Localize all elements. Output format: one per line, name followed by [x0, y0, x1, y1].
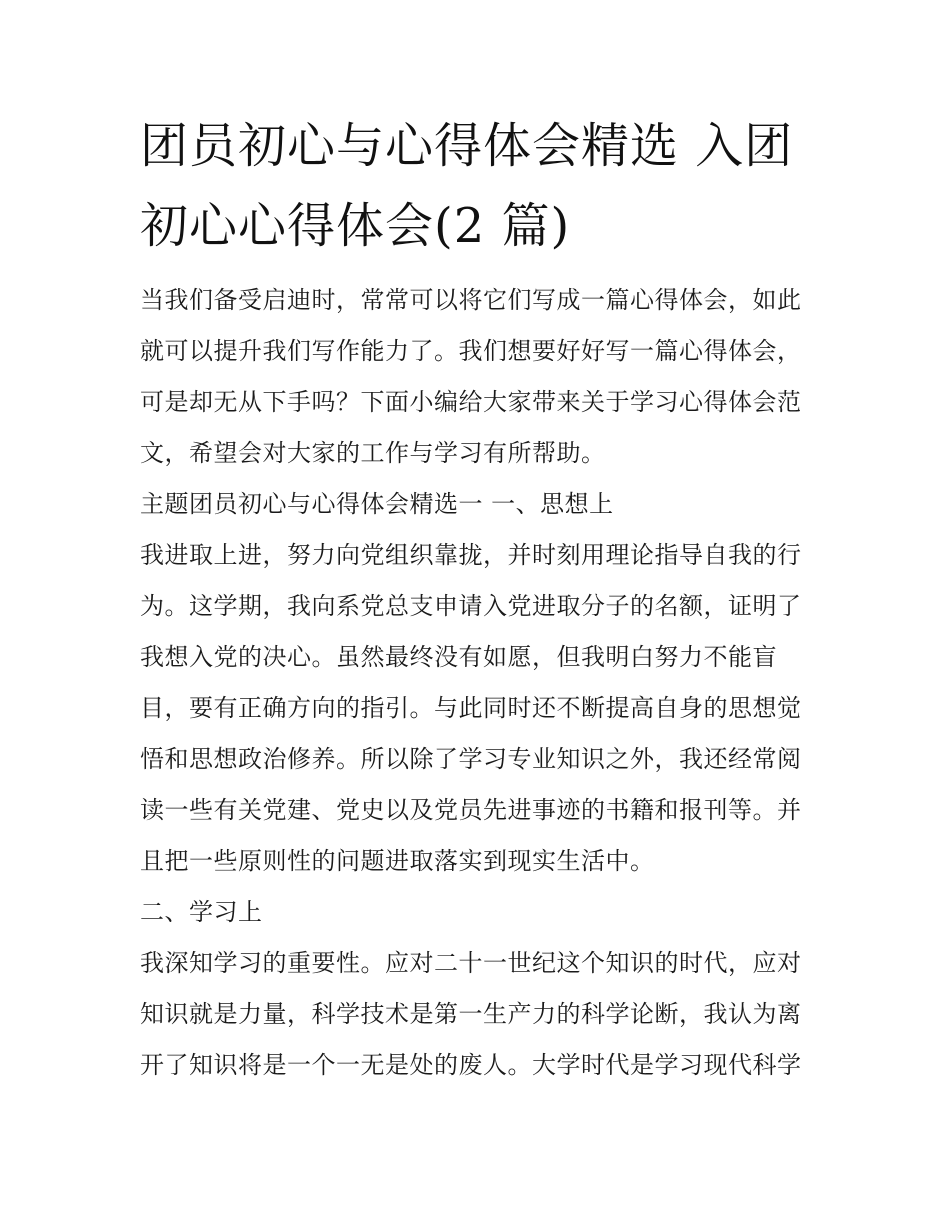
- section-heading: 二、学习上: [140, 898, 263, 926]
- document-title-line-2: 初心心得体会(2 篇): [140, 198, 571, 254]
- paragraph-line: 可是却无从下手吗？下面小编给大家带来关于学习心得体会范: [140, 388, 802, 416]
- paragraph-line: 且把一些原则性的问题进取落实到现实生活中。: [140, 847, 655, 875]
- paragraph-line: 我想入党的决心。虽然最终没有如愿，但我明白努力不能盲: [140, 643, 777, 671]
- paragraph-line: 为。这学期，我向系党总支申请入党进取分子的名额，证明了: [140, 592, 802, 620]
- paragraph-line: 我进取上进，努力向党组织靠拢，并时刻用理论指导自我的行: [140, 541, 802, 569]
- paragraph-line: 开了知识将是一个一无是处的废人。大学时代是学习现代科学: [140, 1051, 802, 1079]
- paragraph-line: 我深知学习的重要性。应对二十一世纪这个知识的时代，应对: [140, 949, 802, 977]
- paragraph-line: 文，希望会对大家的工作与学习有所帮助。: [140, 439, 606, 467]
- paragraph-line: 目，要有正确方向的指引。与此同时还不断提高自身的思想觉: [140, 694, 802, 722]
- paragraph-line: 读一些有关党建、党史以及党员先进事迹的书籍和报刊等。并: [140, 796, 802, 824]
- paragraph-line: 就可以提升我们写作能力了。我们想要好好写一篇心得体会，: [140, 337, 802, 365]
- paragraph-line: 悟和思想政治修养。所以除了学习专业知识之外，我还经常阅: [140, 745, 802, 773]
- paragraph-line: 当我们备受启迪时，常常可以将它们写成一篇心得体会，如此: [140, 286, 802, 314]
- paragraph-line: 知识就是力量，科学技术是第一生产力的科学论断，我认为离: [140, 1000, 802, 1028]
- section-heading: 主题团员初心与心得体会精选一 一、思想上: [140, 490, 614, 518]
- document-title-line-1: 团员初心与心得体会精选 入团: [140, 118, 794, 174]
